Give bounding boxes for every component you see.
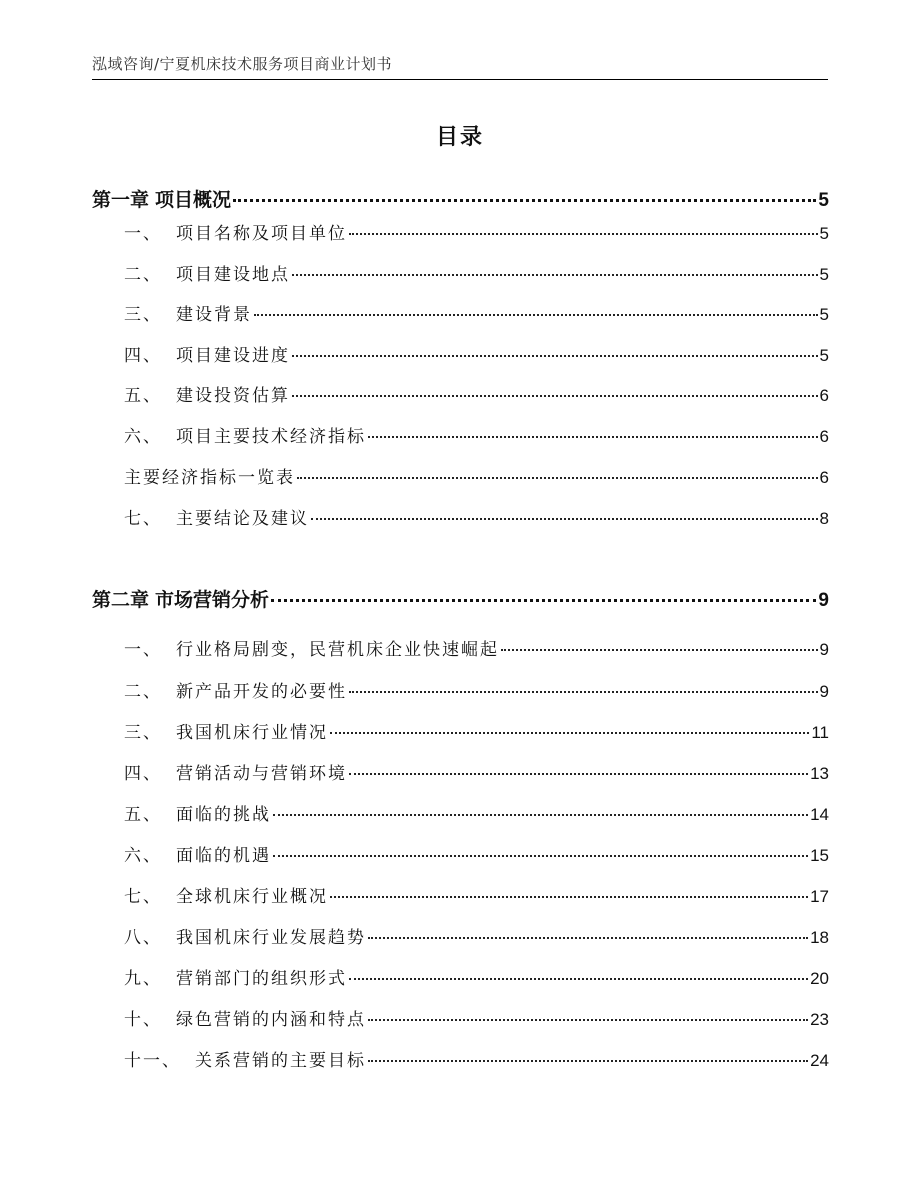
toc-page-number: 9 — [818, 590, 829, 611]
running-header: 泓域咨询/宁夏机床技术服务项目商业计划书 — [92, 55, 393, 73]
toc-page-number: 6 — [819, 386, 829, 405]
toc-chapter-entry[interactable] — [92, 185, 829, 212]
toc-dot-leader — [368, 436, 818, 438]
toc-section-entry[interactable] — [124, 718, 829, 743]
toc-entry-title: 主要结论及建议 — [176, 509, 309, 529]
toc-section-entry[interactable] — [124, 841, 829, 866]
toc-entry-title: 建设投资估算 — [176, 386, 290, 406]
toc-entry-number: 一、 — [124, 224, 162, 244]
toc-entry-title: 项目主要技术经济指标 — [176, 427, 366, 447]
toc-entry-number: 九、 — [124, 969, 162, 989]
toc-entry-label — [124, 504, 309, 529]
toc-entry-number: 五、 — [124, 805, 162, 825]
toc-entry-label — [124, 800, 271, 825]
toc-entry-label — [124, 422, 366, 447]
toc-section-entry[interactable] — [124, 964, 829, 989]
toc-entry-title: 关系营销的主要目标 — [195, 1051, 366, 1071]
toc-section-entry[interactable] — [124, 422, 829, 447]
toc-page-number: 9 — [819, 682, 829, 701]
toc-dot-leader — [233, 199, 816, 202]
toc-entry-number: 三、 — [124, 305, 162, 325]
toc-dot-leader — [349, 773, 808, 775]
toc-section-entry[interactable] — [124, 677, 829, 702]
toc-entry-title: 行业格局剧变，民营机床企业快速崛起 — [176, 640, 499, 660]
toc-entry-label — [124, 341, 290, 366]
toc-section-entry[interactable] — [124, 759, 829, 784]
toc-entry-title: 我国机床行业发展趋势 — [176, 928, 366, 948]
toc-page-number: 9 — [819, 640, 829, 659]
toc-entry-number: 三、 — [124, 723, 162, 743]
toc-page-number: 17 — [810, 887, 829, 906]
toc-entry-title: 绿色营销的内涵和特点 — [176, 1010, 366, 1030]
header-rule — [92, 79, 828, 80]
toc-dot-leader — [292, 274, 818, 276]
toc-section-entry[interactable] — [124, 923, 829, 948]
toc-entry-title: 我国机床行业情况 — [176, 723, 328, 743]
toc-entry-title: 市场营销分析 — [155, 589, 270, 611]
toc-page-number: 13 — [810, 764, 829, 783]
toc-entry-number: 七、 — [124, 887, 162, 907]
toc-entry-label — [124, 300, 252, 325]
toc-entry-title: 项目概况 — [155, 189, 232, 211]
toc-entry-label — [124, 677, 347, 702]
toc-dot-leader — [311, 518, 818, 520]
toc-entry-label — [124, 219, 347, 244]
toc-entry-number: 第二章 — [92, 589, 150, 611]
toc-section-entry[interactable] — [124, 1005, 829, 1030]
toc-page-number: 5 — [819, 224, 829, 243]
toc-entry-number: 二、 — [124, 682, 162, 702]
toc-dot-leader — [273, 814, 808, 816]
toc-entry-number: 二、 — [124, 265, 162, 285]
toc-section-entry[interactable] — [124, 504, 829, 529]
toc-entry-number: 四、 — [124, 346, 162, 366]
toc-entry-number: 六、 — [124, 846, 162, 866]
toc-dot-leader — [368, 937, 808, 939]
toc-page-number: 23 — [810, 1010, 829, 1029]
toc-page-number: 24 — [810, 1051, 829, 1070]
toc-page-number: 5 — [819, 265, 829, 284]
toc-entry-label — [92, 585, 269, 612]
toc-page-number: 6 — [819, 468, 829, 487]
toc-dot-leader — [368, 1060, 808, 1062]
toc-entry-label — [124, 635, 499, 660]
toc-section-entry[interactable] — [124, 260, 829, 285]
toc-page-number: 11 — [811, 723, 829, 742]
toc-entry-number: 十、 — [124, 1010, 162, 1030]
toc-dot-leader — [349, 233, 818, 235]
toc-page-number: 8 — [819, 509, 829, 528]
toc-entry-number: 一、 — [124, 640, 162, 660]
toc-dot-leader — [330, 896, 808, 898]
toc-dot-leader — [292, 395, 818, 397]
toc-page-number: 5 — [818, 190, 829, 211]
toc-section-entry[interactable] — [124, 300, 829, 325]
toc-section-entry[interactable] — [124, 635, 829, 660]
toc-page-number: 5 — [819, 305, 829, 324]
toc-dot-leader — [292, 355, 818, 357]
toc-entry-number: 第一章 — [92, 189, 150, 211]
toc-dot-leader — [349, 978, 808, 980]
toc-entry-number: 四、 — [124, 764, 162, 784]
toc-entry-title: 主要经济指标一览表 — [124, 468, 295, 488]
toc-section-entry[interactable] — [124, 800, 829, 825]
toc-entry-title: 营销部门的组织形式 — [176, 969, 347, 989]
toc-entry-title: 面临的机遇 — [176, 846, 271, 866]
toc-entry-number: 八、 — [124, 928, 162, 948]
toc-dot-leader — [501, 649, 818, 651]
toc-page-number: 14 — [810, 805, 829, 824]
toc-page-number: 15 — [810, 846, 829, 865]
toc-entry-number: 七、 — [124, 509, 162, 529]
toc-page-number: 5 — [819, 346, 829, 365]
toc-entry-title: 项目名称及项目单位 — [176, 224, 347, 244]
toc-dot-leader — [349, 691, 818, 693]
toc-chapter-entry[interactable] — [92, 585, 829, 612]
toc-entry-number: 十一、 — [124, 1051, 181, 1071]
toc-dot-leader — [297, 477, 818, 479]
toc-page-number: 20 — [810, 969, 829, 988]
toc-entry-number: 六、 — [124, 427, 162, 447]
toc-section-entry[interactable] — [124, 463, 829, 488]
toc-entry-title: 项目建设地点 — [176, 265, 290, 285]
toc-entry-number: 五、 — [124, 386, 162, 406]
toc-title: 目录 — [435, 125, 484, 150]
toc-dot-leader — [368, 1019, 808, 1021]
toc-entry-title: 面临的挑战 — [176, 805, 271, 825]
toc-entry-label — [124, 841, 271, 866]
toc-page-number: 6 — [819, 427, 829, 446]
toc-entry-label — [92, 185, 231, 212]
toc-entry-label — [124, 718, 328, 743]
toc-entry-title: 项目建设进度 — [176, 346, 290, 366]
toc-entry-title: 新产品开发的必要性 — [176, 682, 347, 702]
toc-entry-title: 建设背景 — [176, 305, 252, 325]
toc-section-entry[interactable] — [124, 882, 829, 907]
toc-dot-leader — [273, 855, 808, 857]
toc-section-entry[interactable] — [124, 381, 829, 406]
toc-entry-label — [124, 463, 295, 488]
toc-entry-title: 营销活动与营销环境 — [176, 764, 347, 784]
toc-dot-leader — [330, 732, 809, 734]
toc-page-number: 18 — [810, 928, 829, 947]
toc-entry-label — [124, 260, 290, 285]
toc-entry-label — [124, 1046, 366, 1071]
toc-section-entry[interactable] — [124, 219, 829, 244]
toc-entry-label — [124, 759, 347, 784]
toc-entry-label — [124, 923, 366, 948]
toc-section-entry[interactable] — [124, 1046, 829, 1071]
toc-entry-label — [124, 882, 328, 907]
toc-section-entry[interactable] — [124, 341, 829, 366]
toc-entry-label — [124, 1005, 366, 1030]
toc-entry-label — [124, 381, 290, 406]
toc-entry-title: 全球机床行业概况 — [176, 887, 328, 907]
toc-entry-label — [124, 964, 347, 989]
toc-dot-leader — [271, 599, 816, 602]
toc-dot-leader — [254, 314, 818, 316]
